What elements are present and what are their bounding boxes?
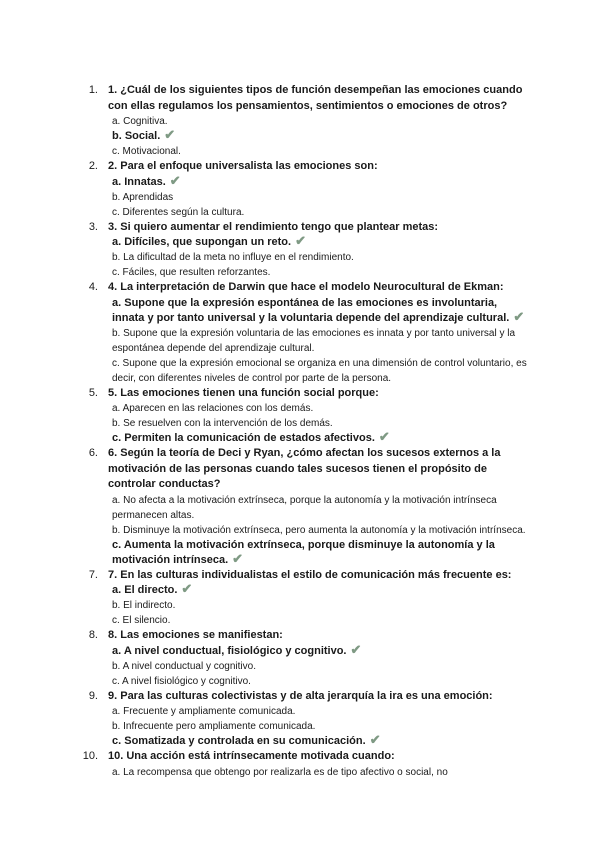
question-number: 6.: [88, 447, 98, 459]
answer-option-text: a. A nivel conductual, fisiológico y cognitivo.: [112, 644, 347, 657]
answer-option: [108, 144, 530, 159]
answer-option-text: c. Fáciles, que resulten reforzantes.: [112, 267, 271, 278]
answer-option-text: b. Aprendidas: [112, 191, 174, 203]
check-icon: ✔: [169, 172, 181, 188]
question-text: 9. Para las culturas colectivistas y de alta jerarquía la ira es una emoción:: [108, 689, 493, 702]
answer-option: [108, 190, 530, 205]
answer-option: [108, 401, 530, 416]
question-text: 4. La interpretación de Darwin que hace el modelo Neurocultural de Ekman:: [108, 281, 504, 293]
answer-option-text: c. A nivel fisiológico y cognitivo.: [112, 675, 251, 687]
question-number: 7.: [88, 568, 98, 581]
answer-option: [108, 523, 530, 538]
answer-option: [108, 493, 530, 523]
answer-option: [108, 719, 530, 734]
answer-option-text: a. Difíciles, que supongan un reto.: [112, 236, 292, 248]
check-icon: ✔: [232, 550, 244, 566]
answer-option-text: c. Aumenta la motivación extrínseca, porque disminuye la autonomía y la motivación intrínseca.: [112, 538, 495, 566]
answer-option: [108, 416, 530, 431]
question-number: 9.: [88, 689, 98, 702]
answer-option: [108, 704, 530, 719]
question-item: [0, 446, 600, 568]
answer-option: [108, 659, 530, 674]
answer-option-correct: [108, 538, 530, 568]
question-item: [0, 386, 600, 447]
answer-option: [108, 205, 530, 220]
answer-option-text: a. Supone que la expresión espontánea de las emociones es involuntaria, innata y por tanto universal y la voluntaria depende del aprendizaje cultural.: [112, 296, 510, 324]
question-list: [0, 83, 600, 780]
answer-option-correct: [108, 172, 530, 190]
answer-option-text: a. Cognitiva.: [112, 116, 168, 127]
answer-option-text: c. Diferentes según la cultura.: [112, 206, 245, 218]
answer-option-text: c. Permiten la comunicación de estados afectivos.: [112, 432, 375, 444]
question-item: [0, 280, 600, 386]
answer-option-text: b. Infrecuente pero ampliamente comunicada.: [112, 721, 316, 732]
answer-option: [108, 613, 530, 628]
answer-option-text: b. Disminuye la motivación extrínseca, pero aumenta la autonomía y la motivación intrínseca.: [112, 524, 526, 536]
question-item: [0, 628, 600, 689]
answer-option-text: b. A nivel conductual y cognitivo.: [112, 660, 256, 672]
check-icon: ✔: [295, 233, 306, 248]
answer-option: [108, 250, 530, 265]
answer-option-correct: [108, 734, 530, 749]
answer-option: [108, 765, 530, 780]
answer-option-text: a. Frecuente y ampliamente comunicada.: [112, 706, 296, 717]
question-text: 3. Si quiero aumentar el rendimiento tengo que plantear metas:: [108, 220, 439, 233]
answer-option: [108, 598, 530, 613]
answer-option-correct: [108, 641, 530, 659]
check-icon: ✔: [164, 127, 176, 142]
answer-option: [108, 326, 530, 356]
answer-option: [108, 356, 530, 386]
answer-option-text: b. Supone que la expresión voluntaria de las emociones es innata y por tanto universal y la espontánea depende del aprendizaje cultural.: [112, 327, 516, 354]
question-item: [0, 159, 600, 220]
question-number: 10.: [82, 750, 98, 762]
answer-option-correct: [108, 235, 530, 250]
answer-option-correct: [108, 583, 530, 598]
check-icon: ✔: [350, 641, 362, 657]
check-icon: ✔: [369, 732, 381, 747]
question-item: [0, 689, 600, 750]
question-item: [0, 83, 600, 159]
question-number: 8.: [88, 629, 98, 641]
answer-option-correct: [108, 296, 530, 326]
question-text: 2. Para el enfoque universalista las emociones son:: [108, 160, 378, 172]
check-icon: ✔: [181, 581, 193, 596]
question-item: [0, 568, 600, 629]
question-text: 1. ¿Cuál de los siguientes tipos de función desempeñan las emociones cuando con ellas regulamos los pensamientos, sentimientos o emociones de otros?: [108, 84, 523, 112]
question-number: 4.: [88, 281, 98, 293]
answer-option-text: b. El indirecto.: [112, 600, 176, 611]
answer-option-text: a. La recompensa que obtengo por realizarla es de tipo afectivo o social, no: [112, 766, 448, 778]
answer-option-text: c. El silencio.: [112, 615, 171, 626]
answer-option-correct: [108, 129, 530, 144]
question-text: 8. Las emociones se manifiestan:: [108, 629, 283, 641]
question-text: 6. Según la teoría de Deci y Ryan, ¿cómo afectan los sucesos externos a la motivación de las personas cuando tales sucesos tienen el propósito de controlar conductas?: [108, 447, 501, 490]
answer-option-text: a. El directo.: [112, 584, 178, 596]
question-number: 5.: [88, 386, 98, 399]
answer-option-text: b. La dificultad de la meta no influye en el rendimiento.: [112, 252, 354, 263]
answer-option-correct: [108, 431, 530, 446]
answer-option-text: b. Se resuelven con la intervención de los demás.: [112, 418, 333, 429]
question-number: 3.: [88, 220, 98, 233]
question-item: [0, 220, 600, 281]
answer-option-text: a. No afecta a la motivación extrínseca, porque la autonomía y la motivación intrínseca permanecen altas.: [112, 494, 497, 521]
answer-option-text: c. Motivacional.: [112, 146, 181, 157]
answer-option-text: b. Social.: [112, 130, 161, 142]
question-text: 7. En las culturas individualistas el estilo de comunicación más frecuente es:: [108, 568, 512, 581]
answer-option: [108, 265, 530, 280]
check-icon: ✔: [378, 429, 390, 444]
answer-option-text: a. Innatas.: [112, 175, 166, 188]
question-item: [0, 749, 600, 780]
question-number: 2.: [88, 160, 98, 172]
answer-option-text: a. Aparecen en las relaciones con los demás.: [112, 403, 314, 414]
question-text: 10. Una acción está intrínsecamente motivada cuando:: [108, 750, 395, 762]
question-number: 1.: [88, 84, 98, 96]
check-icon: ✔: [513, 308, 525, 324]
answer-option-text: c. Supone que la expresión emocional se organiza en una dimensión de control voluntario, es decir, con diferentes niveles de control por parte de la persona.: [112, 357, 527, 384]
answer-option: [108, 674, 530, 689]
question-text: 5. Las emociones tienen una función social porque:: [108, 386, 379, 399]
answer-option-text: c. Somatizada y controlada en su comunicación.: [112, 735, 366, 747]
